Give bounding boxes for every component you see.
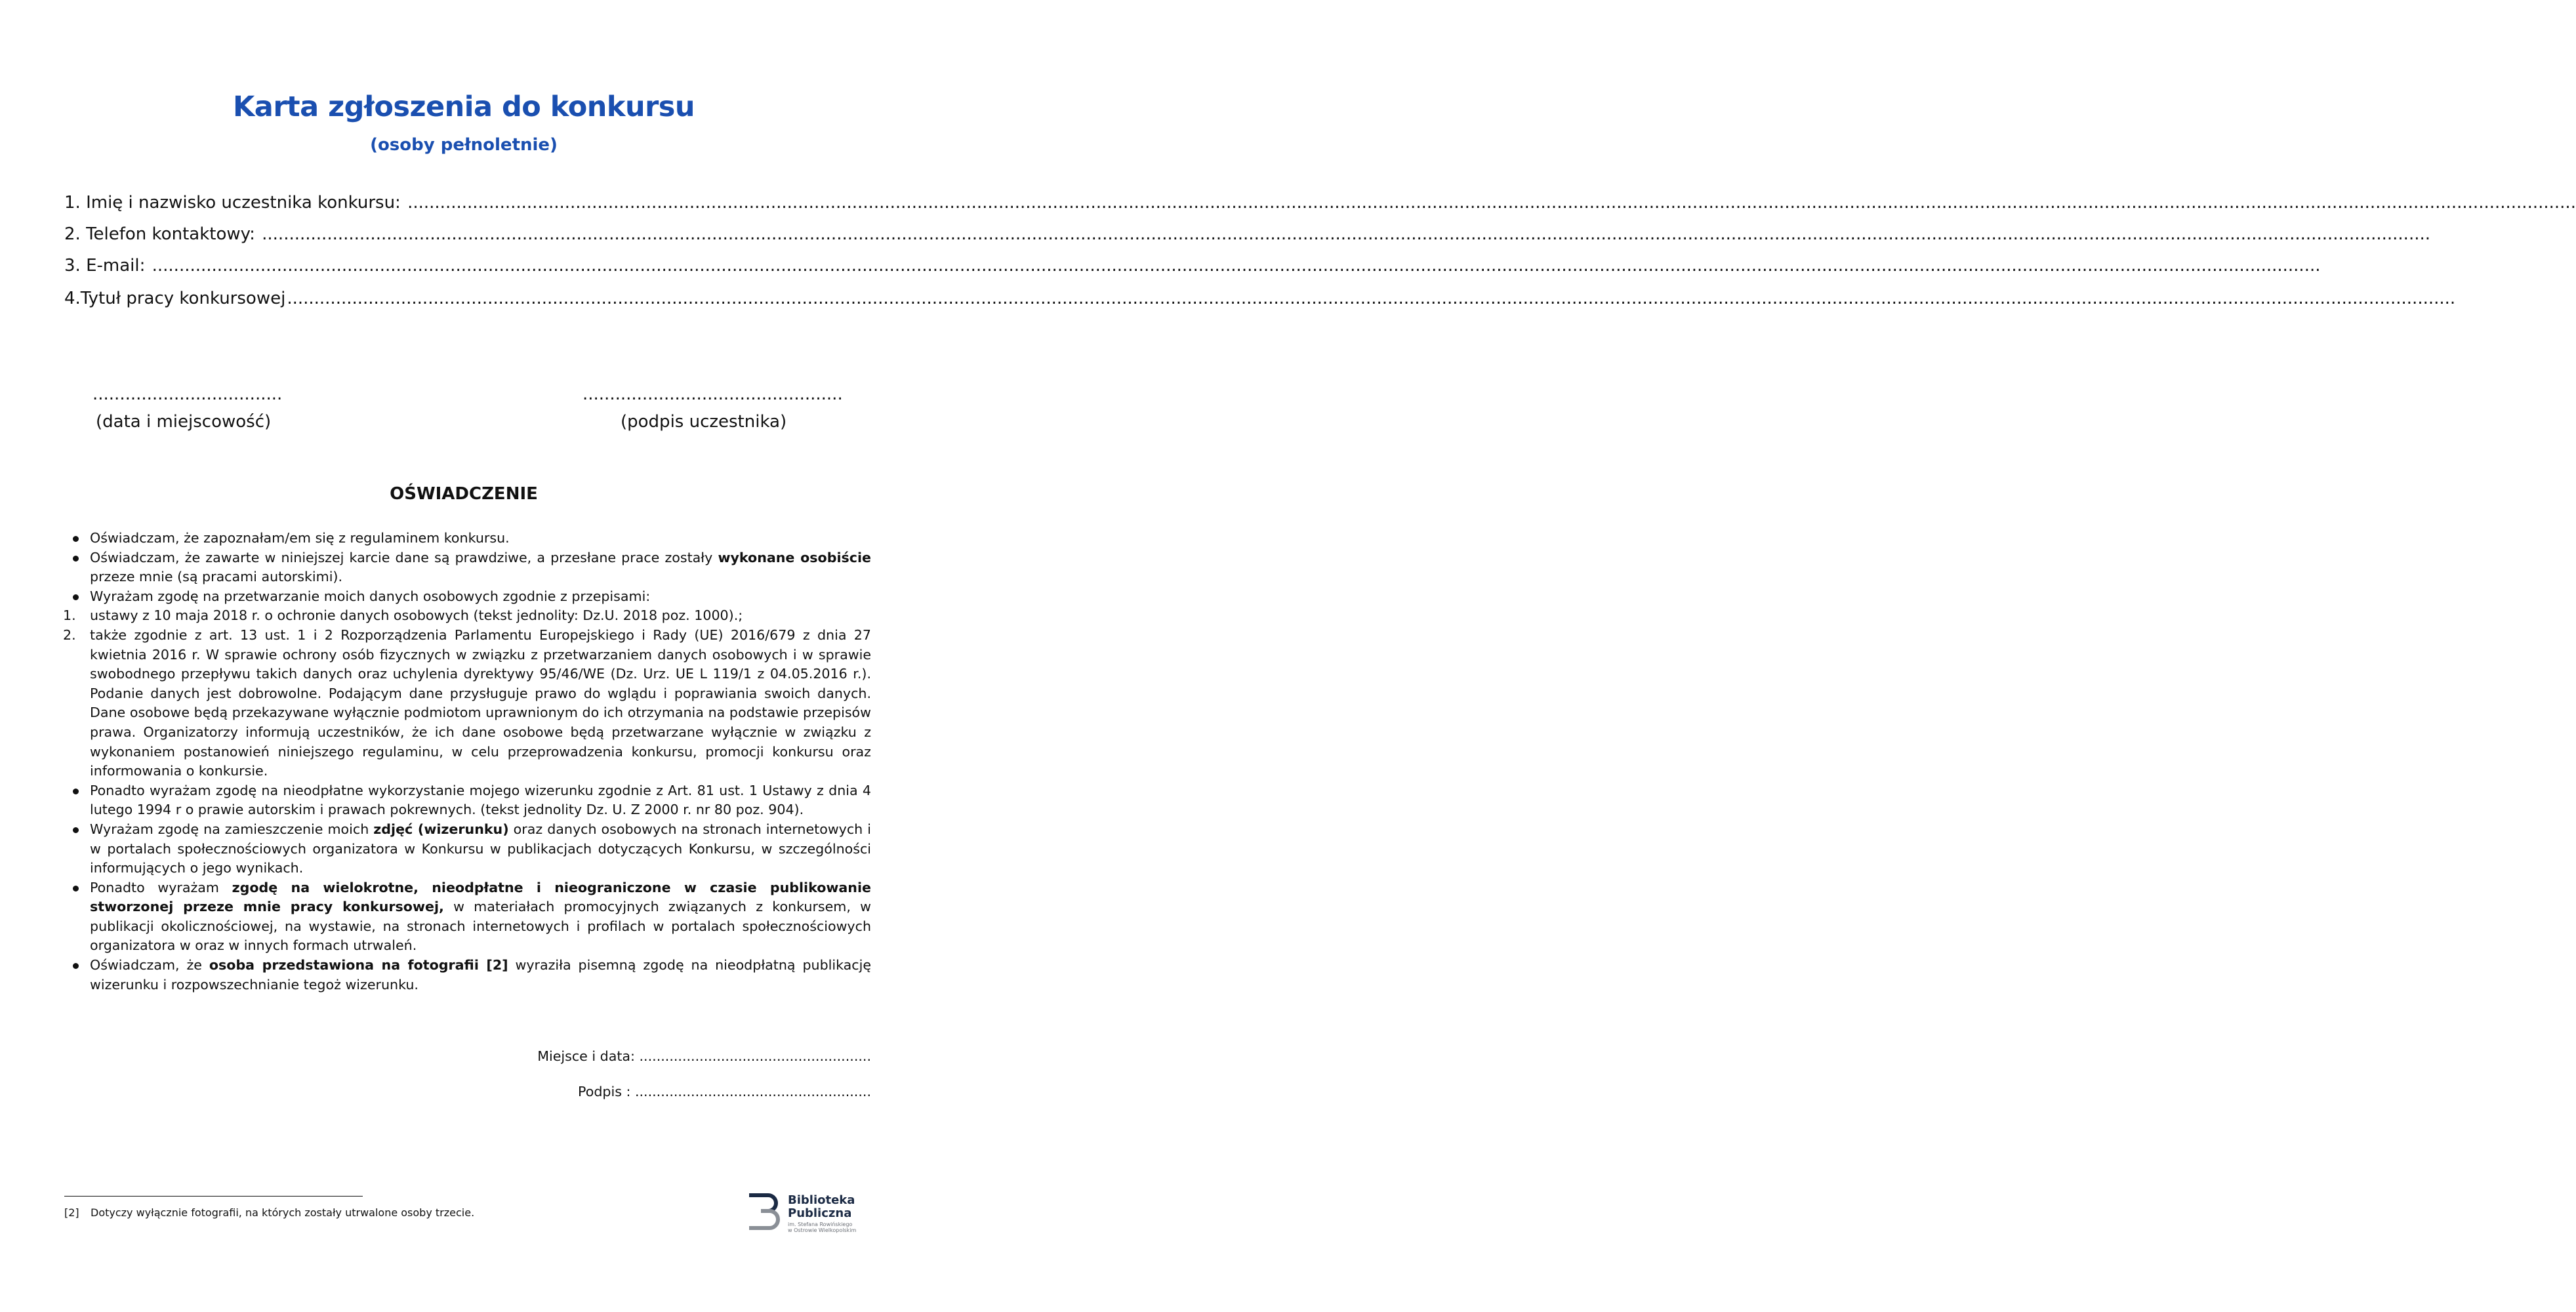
item-text: Oświadczam, że zawarte w niniejszej karcie dane są prawdziwe, a przesłane prace zostały — [90, 549, 718, 565]
bold-text: zdjęć (wizerunku) — [373, 821, 509, 837]
item-text: oraz danych osobowych na stronach internetowych i w portalach społecznościowych organizatora w Konkursu w publikacjach dotyczących Konkursu, w szczególności informujących o jego wynikach. — [90, 821, 871, 876]
item-text: Oświadczam, że — [90, 957, 209, 974]
date-place-caption: (data i miejscowość) — [96, 412, 272, 432]
bullet-dot-icon — [73, 886, 79, 892]
library-b-logo-icon — [748, 1191, 783, 1235]
list-number: 1. — [63, 607, 76, 624]
field-work-title[interactable]: 4.Tytuł pracy konkursowej................................................................................................................................................................................................................................................................................................................................................................................................................ — [64, 289, 2456, 308]
item-text: wyraziła pisemną zgodę na nieodpłatną publikację wizerunku i rozpowszechnianie tegoż wizerunku. — [90, 957, 871, 993]
bullet-item — [63, 820, 871, 878]
participant-signature-caption: (podpis uczestnika) — [621, 412, 787, 432]
bullet-dot-icon — [73, 963, 79, 969]
list-number: 2. — [63, 626, 76, 643]
logo-line-4: w Ostrowie Wielkopolskim — [788, 1227, 857, 1233]
bullet-dot-icon — [73, 594, 79, 600]
field-label: 4.Tytuł pracy konkursowej — [64, 289, 286, 308]
statement-list — [63, 529, 871, 994]
statement-heading: OŚWIADCZENIE — [390, 484, 538, 504]
logo-line-2: Publiczna — [788, 1206, 852, 1220]
field-participant-name[interactable]: 1. Imię i nazwisko uczestnika konkursu: ................................................................................................................................................................................................................................................................................................................................................................................................................ — [64, 193, 2576, 213]
bold-text: wykonane osobiście — [718, 549, 871, 565]
field-email[interactable]: 3. E-mail: ................................................................................................................................................................................................................................................................................................................................................................................................................ — [64, 256, 2321, 276]
field-label: 1. Imię i nazwisko uczestnika konkursu: — [64, 193, 407, 213]
bullet-item — [63, 878, 871, 956]
date-place-line[interactable]: ................................... — [92, 384, 283, 404]
item-text: także zgodnie z art. 13 ust. 1 i 2 Rozporządzenia Parlamentu Europejskiego i Rady (UE) 2016/679 z dnia 27 kwietnia 2016 r. W sprawie ochrony osób fizycznych w związku z przetwarzaniem danych osobowych i w sprawie swobodnego przepływu takich danych oraz uchylenia dyrektywy 95/46/WE (Dz. Urz. UE L 119/1 z 04.05.2016 r.). Podanie danych jest dobrowolne. Podającym dane przysługuje prawo do wglądu i poprawiania swoich danych. Dane osobowe będą przekazywane wyłącznie podmiotom uprawnionym do ich otrzymania na podstawie przepisów prawa. Organizatorzy informują uczestników, że ich dane osobowe będą przetwarzane wyłącznie w związku z wykonaniem postanowień niniejszego regulaminu, w celu przeprowadzenia konkursu, promocji konkursu oraz informowania o konkursie. — [90, 626, 871, 779]
field-label: 2. Telefon kontaktowy: — [64, 224, 261, 244]
item-text: Oświadczam, że zapoznałam/em się z regulaminem konkursu. — [90, 530, 510, 546]
bullet-dot-icon — [73, 827, 79, 833]
bullet-item — [63, 956, 871, 994]
item-text: w materiałach promocyjnych związanych z konkursem, w publikacji okolicznościowej, na wystawie, na stronach internetowych i profilach w portalach społecznościowych organizatora w oraz w innych formach utrwaleń. — [90, 899, 871, 954]
bullet-item — [63, 781, 871, 820]
signature-line[interactable]: Podpis : ....................................................... — [578, 1084, 871, 1099]
item-text: przeze mnie (są pracami autorskimi). — [90, 569, 343, 585]
participant-signature-line[interactable]: ................................................ — [583, 384, 843, 404]
bullet-dot-icon — [73, 536, 79, 542]
bold-text: osoba przedstawiona na fotografii [2] — [209, 957, 508, 974]
item-text: ustawy z 10 maja 2018 r. o ochronie danych osobowych (tekst jednolity: Dz.U. 2018 poz. 1000).; — [90, 607, 743, 624]
bullet-item — [63, 529, 871, 548]
document-title: Karta zgłoszenia do konkursu — [232, 91, 695, 123]
bullet-item — [63, 587, 871, 607]
footnote — [64, 1206, 474, 1220]
footnote-text: Dotyczy wyłącznie fotografii, na których zostały utrwalone osoby trzecie. — [91, 1206, 475, 1219]
logo-line-1: Biblioteka — [788, 1193, 855, 1207]
item-text: Ponadto wyrażam zgodę na nieodpłatne wykorzystanie mojego wizerunku zgodnie z Art. 81 ust. 1 Ustawy z dnia 4 lutego 1994 r o prawie autorskim i prawach pokrewnych. (tekst jednolity Dz. U. Z 2000 r. nr 80 poz. 904). — [90, 782, 871, 818]
bullet-dot-icon — [73, 789, 79, 794]
bullet-item — [63, 548, 871, 587]
bullet-dot-icon — [73, 556, 79, 562]
bold-text: zgodę na wielokrotne, nieodpłatne i nieograniczone w czasie publikowanie stworzonej przeze mnie pracy konkursowej, — [90, 879, 871, 915]
field-label: 3. E-mail: — [64, 256, 151, 276]
logo-line-3: im. Stefana Rowińskiego — [788, 1221, 853, 1227]
item-text: Wyrażam zgodę na zamieszczenie moich — [90, 821, 374, 837]
library-logo — [748, 1191, 860, 1237]
place-date-line[interactable]: Miejsce i data: ...................................................... — [537, 1048, 871, 1064]
numbered-item — [63, 606, 871, 626]
field-phone[interactable]: 2. Telefon kontaktowy: ................................................................................................................................................................................................................................................................................................................................................................................................................ — [64, 224, 2430, 244]
numbered-item — [63, 626, 871, 781]
item-text: Wyrażam zgodę na przetwarzanie moich danych osobowych zgodnie z przepisami: — [90, 588, 651, 604]
footnote-ref: [2] — [64, 1206, 79, 1219]
document-subtitle: (osoby pełnoletnie) — [370, 135, 558, 155]
footnote-separator — [64, 1196, 363, 1197]
item-text: Ponadto wyrażam — [90, 879, 232, 895]
